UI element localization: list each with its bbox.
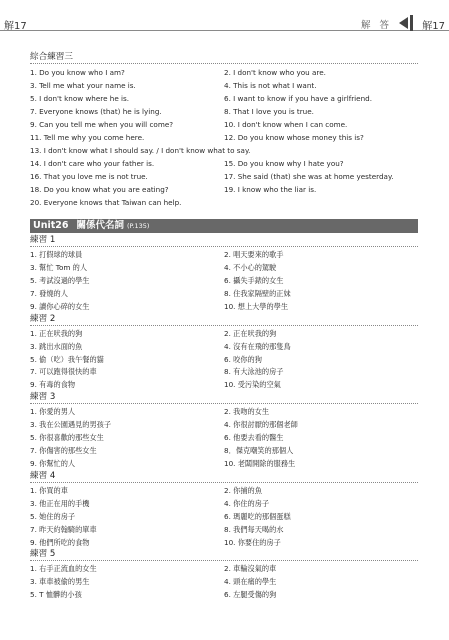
section-label: 解 答 [361,20,393,31]
answer-item: 7. 可以跑得很快的車 [30,367,97,377]
answer-item: 2. I don't know who you are. [224,68,326,77]
answer-item: 7. 發燒的人 [30,288,68,298]
exercise-title: 練習 5 [30,549,418,561]
answer-item: 5. 考試沒過的學生 [30,275,90,285]
section-marker-icon [399,17,408,29]
exercise-grid [30,407,418,469]
answer-item: 4. 你住的房子 [224,498,270,508]
exercise-title: 練習 3 [30,392,418,404]
unit-name: 關係代名詞 [76,220,125,231]
answer-item: 2. 我吻的女生 [224,407,270,417]
answer-item: 8. 住我家隔壁的正妹 [224,288,291,298]
review-title: 綜合練習三 [30,51,418,64]
unit-code: Unit26 [33,220,69,231]
answer-item: 3. 幫忙 Tom 的人 [30,262,88,272]
exercise-title: 練習 2 [30,314,418,326]
exercise-grid [30,329,418,391]
unit-page-ref: (P.135) [127,222,150,230]
answer-item: 5. T 恤髒的小孩 [30,590,82,600]
answer-item: 10. 受污染的空氣 [224,380,281,390]
exercise-grid [30,564,418,600]
answer-item: 10. I don't know when I can come. [224,120,348,129]
section-marker-bar [410,15,413,31]
answer-item: 1. 正在吠我的狗 [30,328,83,338]
unit-heading [30,219,418,233]
answer-item: 10. 想上大學的學生 [224,301,289,311]
answer-item: 10. 你要住的房子 [224,537,281,547]
answer-item: 4. This is not what I want. [224,81,317,90]
answer-item: 1. 右手正流血的女生 [30,564,97,574]
answer-item: 9. Can you tell me when you will come? [30,120,174,129]
answer-item: 4. 你很討厭的那個老師 [224,420,298,430]
answer-item: 5. I don't know where he is. [30,94,130,103]
answer-content [30,51,418,600]
answer-item: 7. 昨天約翰騎的單車 [30,524,97,534]
answer-item: 1. 你愛的男人 [30,407,76,417]
answer-item: 16. That you love me is not true. [30,172,148,181]
answer-item: 15. Do you know why I hate you? [224,159,344,168]
answer-item: 17. She said (that) she was at home yesterday. [224,172,394,181]
answer-item: 8．傑克嘲笑的那個人 [224,446,294,456]
answer-item: 3. 他正在用的手機 [30,498,90,508]
answer-item: 1. 你買的車 [30,485,68,495]
answer-item: 6. I want to know if you have a girlfriend. [224,94,372,103]
answer-item: 11. Tell me why you come here. [30,133,145,142]
answer-item: 3. 我在公園遇見的男孩子 [30,420,112,430]
answer-item: 7. Everyone knows (that) he is lying. [30,107,162,116]
answer-item: 6. 咬你的狗 [224,354,262,364]
exercise-title: 練習 1 [30,235,418,247]
answer-item: 2. 車輪沒氣的車 [224,564,277,574]
answer-item: 3. Tell me what your name is. [30,81,136,90]
page-number-left: 解17 [4,21,27,32]
answer-item: 8. 有大泳池的房子 [224,367,284,377]
answer-item: 14. I don't care who your father is. [30,159,155,168]
answer-item: 12. Do you know whose money this is? [224,133,364,142]
exercise-title: 練習 4 [30,471,418,483]
answer-item: 9. 你幫忙的人 [30,459,76,468]
answer-item: 13. I don't know what I should say. / I don't know what to say. [30,146,251,155]
answer-item: 18. Do you know what you are eating? [30,185,169,194]
answer-item: 2. 唱天要來的歌手 [224,250,284,259]
answer-item: 3. 車車被偷的男生 [30,577,90,587]
answer-item: 1. Do you know who I am? [30,68,125,77]
answer-item: 4. 頭在痛的學生 [224,577,277,587]
review-grid [30,68,418,208]
answer-item: 5. 她住的房子 [30,511,76,521]
answer-item: 9. 有毒的食物 [30,380,76,390]
answer-item: 1. 打假球的球員 [30,250,83,259]
answer-item: 7. 你傷害的那些女生 [30,446,97,456]
answer-item: 2. 你捕的魚 [224,485,262,495]
exercise-grid [30,486,418,548]
answer-item: 2. 正在吠我的狗 [224,328,277,338]
answer-item: 8. 我們每天喝的水 [224,524,284,534]
answer-item: 19. I know who the liar is. [224,185,317,194]
answer-item: 9. 他們所吃的食物 [30,537,90,547]
answer-item: 6. 左腿受傷的狗 [224,590,277,600]
answer-item: 6. 他要去看的醫生 [224,433,284,443]
answer-item: 9. 讀你心碎的女生 [30,301,90,311]
answer-item: 20. Everyone knows that Taiwan can help. [30,198,182,207]
answer-item: 4. 沒有在飛的那隻鳥 [224,341,291,351]
answer-item: 6. 瑪麗吃的那個蛋糕 [224,511,291,521]
answer-item: 5. 偷（吃）我午餐的貓 [30,354,104,364]
answer-item: 6. 攝失手錶的女生 [224,275,284,285]
exercise-grid [30,250,418,312]
answer-item: 3. 跳出水面的魚 [30,341,83,351]
answer-item: 8. That I love you is true. [224,107,314,116]
answer-item: 10. 老闆開除的服務生 [224,459,296,468]
answer-item: 4. 不小心的駕駛 [224,262,277,272]
page-number-right: 解17 [422,21,445,32]
answer-item: 5. 你很喜歡的那些女生 [30,433,104,443]
